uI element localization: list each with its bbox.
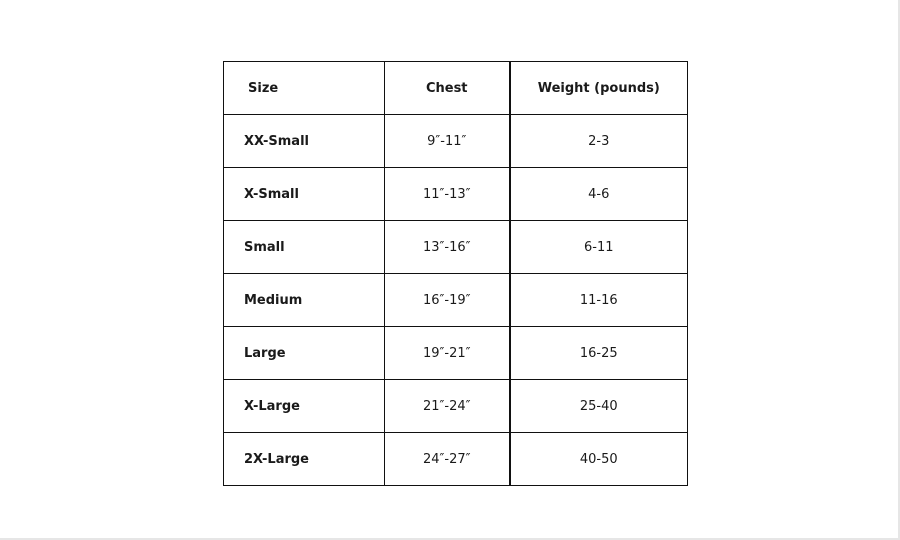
cell-size: X-Small	[224, 168, 385, 221]
header-size: Size	[224, 62, 385, 115]
table-header-row	[224, 62, 688, 115]
cell-weight: 40-50	[510, 433, 688, 486]
cell-chest: 24″-27″	[385, 433, 510, 486]
table-row	[224, 327, 688, 380]
cell-chest: 16″-19″	[385, 274, 510, 327]
cell-chest: 21″-24″	[385, 380, 510, 433]
table-row	[224, 115, 688, 168]
cell-weight: 2-3	[510, 115, 688, 168]
header-chest: Chest	[385, 62, 510, 115]
cell-size: Small	[224, 221, 385, 274]
table-row	[224, 274, 688, 327]
cell-size: X-Large	[224, 380, 385, 433]
cell-chest: 13″-16″	[385, 221, 510, 274]
cell-chest: 11″-13″	[385, 168, 510, 221]
cell-size: Large	[224, 327, 385, 380]
table-row	[224, 221, 688, 274]
cell-size: XX-Small	[224, 115, 385, 168]
size-chart-table	[223, 61, 688, 486]
cell-size: 2X-Large	[224, 433, 385, 486]
cell-weight: 25-40	[510, 380, 688, 433]
header-weight: Weight (pounds)	[510, 62, 688, 115]
table-row	[224, 168, 688, 221]
cell-chest: 19″-21″	[385, 327, 510, 380]
cell-size: Medium	[224, 274, 385, 327]
cell-chest: 9″-11″	[385, 115, 510, 168]
cell-weight: 16-25	[510, 327, 688, 380]
cell-weight: 4-6	[510, 168, 688, 221]
cell-weight: 11-16	[510, 274, 688, 327]
cell-weight: 6-11	[510, 221, 688, 274]
table-row	[224, 380, 688, 433]
table-row	[224, 433, 688, 486]
